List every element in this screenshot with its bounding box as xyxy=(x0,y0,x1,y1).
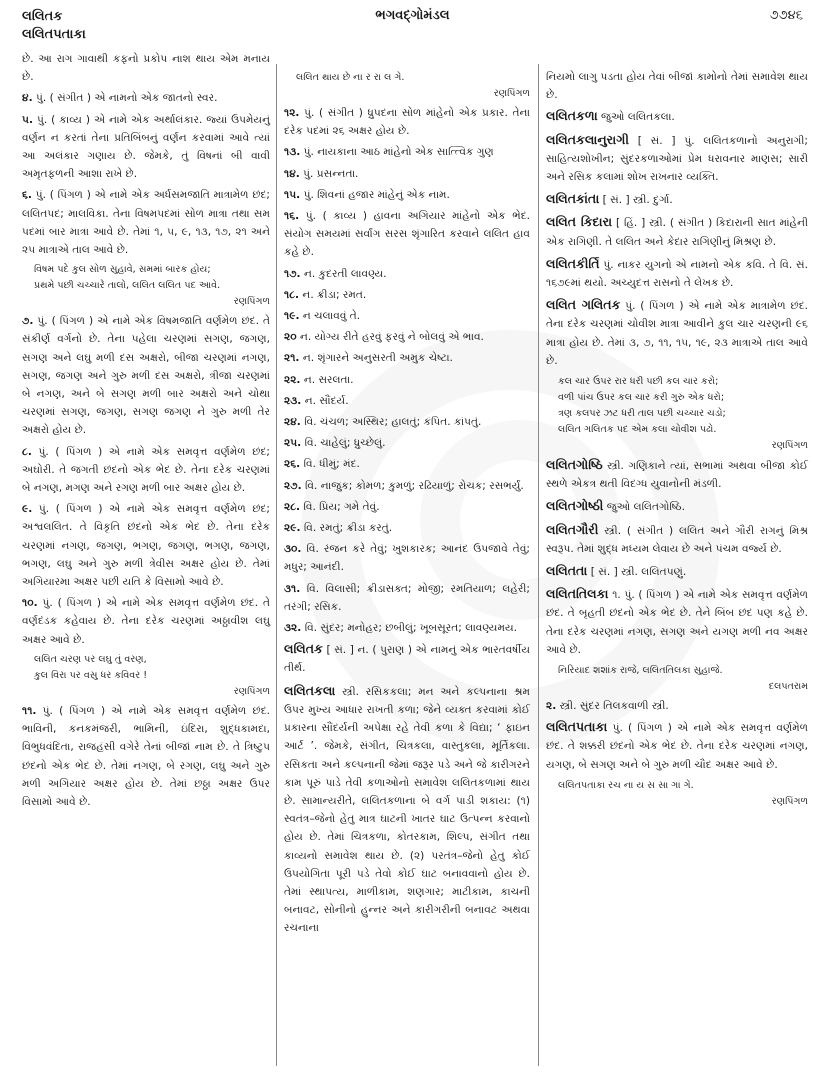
citation-source: રણપિંગળ xyxy=(771,795,808,807)
sense-number: ૧૫. xyxy=(284,188,301,201)
definition-text: પું. શિવનાં હજાર માંહેનું એક નામ. xyxy=(303,188,450,201)
sense-paragraph xyxy=(284,286,530,304)
sense-paragraph xyxy=(546,697,808,715)
sense-paragraph xyxy=(284,434,530,452)
sense-paragraph xyxy=(22,111,270,184)
sense-number: ૨૪. xyxy=(284,416,301,429)
definition-text: સ્ત્રી. સુંદર તિલકવાળી સ્ત્રી. xyxy=(559,700,669,713)
column-left xyxy=(22,50,270,814)
dictionary-entry xyxy=(284,640,530,677)
dictionary-entry xyxy=(546,131,808,187)
verse-quotation xyxy=(546,374,808,438)
dictionary-entry xyxy=(546,213,808,250)
sense-number: ૫. xyxy=(22,113,33,126)
definition-text: સ્ત્રી. ગણિકાને ત્યાં, સભામાં અથવા બીજા કોઈ સ્થળે એકત્ર થતી વિદગ્ધ યુવાનોની મંડળી. xyxy=(546,460,808,491)
sense-paragraph xyxy=(22,702,270,811)
sense-paragraph xyxy=(284,265,530,283)
headword: લલિત ગલિતક xyxy=(546,297,621,313)
sense-number: ૨૬. xyxy=(284,458,301,471)
definition-text: ન. શૃંગારને અનુસરતી અમુક ચેષ્ટા. xyxy=(302,352,453,365)
definition-text: પું. ( પિંગળ ) એ નામે એક સમવૃત્ત વર્ણમેળ છંદ. તે શક્કરી છંદનો એક ભેદ છે. તેના દરેક ચરણમાં નગણ, યગણ, બે સગણ અને બે ગુરુ મળી ચૌદ અક્ષર આવે છે. xyxy=(546,722,808,771)
sense-paragraph xyxy=(284,371,530,389)
headword: લલિતગોષ્ઠિ xyxy=(546,457,603,473)
headword: લલિતક xyxy=(284,641,323,657)
sense-paragraph xyxy=(284,392,530,410)
verse-quotation xyxy=(546,778,808,794)
definition-text: નિયમો લાગુ પડતા હોય તેવાં બીજાં કામોનો તેમાં સમાવેશ થાય છે. xyxy=(546,71,808,102)
sense-paragraph xyxy=(284,104,530,140)
definition-text: વિ. સુંદર; મનોહર; છબીલું; ખૂબસૂરત; લાવણ્યમય. xyxy=(304,622,517,635)
sense-number: ૨૮. xyxy=(284,500,301,513)
sense-number: ૪. xyxy=(22,92,33,105)
sense-paragraph xyxy=(284,165,530,183)
definition-text: છે. આ રાગ ગાવાથી કફનો પ્રકોપ નાશ થાય એમ મનાય છે. xyxy=(22,53,270,84)
headword: લલિતકાંતા xyxy=(546,191,600,207)
dictionary-entry xyxy=(546,497,808,516)
sense-number: ૧૮. xyxy=(284,288,300,301)
definition-text: સ્ત્રી. ( સંગીત ) લલિત અને ગૌરી રાગનું મિશ્ર સ્વરૂપ. તેમાં શુદ્ધ મધ્યમ લેવાય છે અને પંચમ વર્જ્ય છે. xyxy=(546,524,809,555)
sense-paragraph xyxy=(284,580,530,616)
sense-paragraph xyxy=(284,619,530,637)
guideword-last: લલિતપતાકા xyxy=(22,27,86,42)
sense-number: ૨૨. xyxy=(284,373,301,386)
sense-paragraph xyxy=(284,477,530,495)
sense-paragraph xyxy=(22,594,270,649)
sense-paragraph xyxy=(284,143,530,161)
dictionary-entry xyxy=(284,682,530,938)
column-divider xyxy=(538,64,539,1066)
sense-number: ૧૯. xyxy=(284,310,300,323)
verse-line: ત્રણ કલપર ઝટ ધરી તાલ પછી ચચ્ચાર ચડો; xyxy=(558,408,726,420)
definition-text: [ સં. ] સ્ત્રી. લલિતપણું. xyxy=(590,566,687,579)
sense-paragraph xyxy=(22,500,270,591)
verse-line: વિષમ પદે કુલ સોળ સુહાવે, સમમાં બારક હોય; xyxy=(34,264,211,276)
definition-text: વિ. વિલાસી; ક્રીડાસક્ત; મોજી; રમતિયાળ; લહેરી; તરંગી; રસિક. xyxy=(284,582,530,613)
sense-number: ૧૧. xyxy=(22,704,37,717)
sense-paragraph xyxy=(284,186,530,204)
dictionary-entry xyxy=(546,718,808,774)
guideword-first: લલિતક xyxy=(22,9,63,24)
verse-line: પ્રથમે પછી ચચ્ચારે તાલો, લલિત લલિત પદ આવે. xyxy=(34,280,221,292)
citation-source: દલપતરામ xyxy=(768,681,808,693)
headword: લલિતકીર્તિ xyxy=(546,255,600,271)
sense-paragraph xyxy=(22,89,270,107)
dictionary-entry xyxy=(546,521,808,558)
sense-number: ૨૦ xyxy=(284,331,297,344)
sense-paragraph xyxy=(284,307,530,325)
sense-paragraph xyxy=(284,455,530,473)
page-number: ૭૭૪૬ xyxy=(769,8,803,23)
sense-paragraph xyxy=(284,498,530,516)
sense-number: ૧૬. xyxy=(284,210,300,223)
definition-text: પું. ( પિંગળ ) એ નામે એક સમવૃત્ત વર્ણમેળ છંદ; અશ્વલલિત. તે વિકૃતિ છંદનો એક ભેદ છે. તેના દરેક ચરણમાં નગણ, જગણ, ભગણ, જગણ, ભગણ, જગણ, ભગણ, લઘુ અને ગુરુ મળી ત્રેવીસ અક્ષર હોય છે. તેમાં અગિયારમા અક્ષર પછી યતિ કે વિસામો આવે છે. xyxy=(22,503,270,589)
headword: લલિતતા xyxy=(546,563,588,579)
sense-paragraph xyxy=(22,50,270,86)
sense-paragraph xyxy=(284,207,530,262)
sense-number: ૩૨. xyxy=(284,622,302,635)
verse-quotation xyxy=(22,262,270,294)
definition-text: પું. નાયકાના આઠ માંહેનો એક સાત્ત્વિક ગુણ xyxy=(303,146,494,159)
definition-text: પું. ( પિંગળ ) એ નામે એક અર્ધસમજાતિ માત્રામેળ છંદ; લલિતપદ; માલવિકા. તેના વિષમપદમાં સોળ માત્રા તથા સમ પદમાં બાર માત્રા આવે છે. તેમાં ૧, ૫, ૯, ૧૩, ૧૭, ૨૧ અને ૨૫ માત્રાએ તાલ આવે છે. xyxy=(22,189,270,257)
column-middle xyxy=(284,68,530,942)
definition-text: ન. સૌંદર્ય. xyxy=(304,394,349,407)
dictionary-entry xyxy=(546,296,808,370)
sense-paragraph xyxy=(22,312,270,439)
citation-source: રણપિંગળ xyxy=(233,685,270,697)
headword: લલિતપતાકા xyxy=(546,719,608,735)
verse-line: કલ ચાર ઉપર રાર ધરી પછી કલ ચાર કરો; xyxy=(558,376,719,388)
sense-number: ૨૩. xyxy=(284,394,302,407)
definition-text: ૧. પું. ( પિંગળ ) એ નામે એક સમવૃત્ત વર્ણમેળ છંદ. તે બૃહતી છંદનો એક ભેદ છે. તેને બિંબ છંદ પણ કહે છે. તેના દરેક ચરણમાં નગણ, સગણ અને યગણ મળી નવ અક્ષર આવે છે. xyxy=(546,589,808,656)
sense-number: ૩૦. xyxy=(284,543,302,556)
sense-paragraph xyxy=(284,413,530,431)
definition-text: પું. ( સંગીત ) એ નામનો એક જાતનો સ્વર. xyxy=(35,92,218,105)
definition-text: [ સં. ] પું. લલિતકળાનો અનુરાગી; સાહિત્યશોખીન; સુંદરકળાઓમાં પ્રેમ ધરાવનાર માણસ; સારી અને રસિક કલામાં શોખ રાખનાર વ્યક્તિ. xyxy=(546,134,808,184)
sense-number: ૨. xyxy=(546,700,557,713)
headword: લલિતકલા xyxy=(284,682,336,698)
definition-text: પું. ( પિંગળ ) એ નામે એક સમવૃત્ત વર્ણમેળ છંદ. ભાવિની, કનકમંજરી, ભામિની, ઇંદિરા, શુદ્ધકામદા, વિભુધવંદિતા, રાજહંસી વગેરે તેનાં બીજાં નામ છે. તે ત્રિષ્ટુપ છંદનો એક ભેદ છે. તેમાં નગણ, બે રગણ, લઘુ અને ગુરુ મળી અગિયાર અક્ષર હોય છે. તેમાં છઠ્ઠા અક્ષર ઉપર વિસામો આવે છે. xyxy=(22,704,270,808)
definition-text: વિ. પ્રિય; ગમે તેવું. xyxy=(303,500,380,513)
dictionary-entry xyxy=(546,562,808,581)
sense-number: ૧૭. xyxy=(284,267,301,280)
definition-text: ન ચલાવવું તે. xyxy=(302,310,361,323)
verse-line: લલિત ગલિતક પદ એમ કલા ચોવીશ પઢો. xyxy=(558,424,717,436)
definition-text: ન. ક્રીડા; રમત. xyxy=(302,288,367,301)
definition-text: વિ. ચંચળ; અસ્થિર; હાલતું; કંપિત. કાંપતું. xyxy=(304,416,482,429)
definition-text: પું. ( પિંગળ ) એ નામે એક માત્રામેળ છંદ. તેના દરેક ચરણમાં ચોવીશ માત્રા આવીને કુલ ચાર ચરણની ૯૬ માત્રા હોય છે. તેમાં ૩, ૭, ૧૧, ૧૫, ૧૯, ૨૩ માત્રાએ તાલ આવે છે. xyxy=(546,300,808,367)
definition-text: [ સં. ] સ્ત્રી. દુર્ગા. xyxy=(602,194,673,207)
headword: લલિતગૌરી xyxy=(546,521,599,537)
definition-text: પું. ( પિંગળ ) એ નામે એક સમવૃત્ત વર્ણમેળ છંદ. તે વર્ણદંડક કહેવાય છે. તેના દરેક ચરણમાં અઠ્ઠાવીશ લઘુ અક્ષર આવે છે. xyxy=(22,597,270,646)
sense-paragraph xyxy=(284,519,530,537)
definition-text: ન. કુદરતી લાવણ્ય. xyxy=(303,267,387,280)
sense-number: ૯. xyxy=(22,503,33,516)
verse-line: નિરિયાદ શશાંક રાજે, લલિતતિલકા સુહાજે. xyxy=(558,665,723,677)
definition-text: જુઓ લલિતગોષ્ઠિ. xyxy=(606,501,685,514)
verse-quotation xyxy=(22,652,270,684)
definition-text: પું. ( પિંગળ ) એ નામે એક સમવૃત્ત વર્ણમેળ છંદ; અઘોરી. તે જગતી છંદનો એક ભેદ છે. તેના દરેક ચરણમાં બે નગણ, મગણ અને રગણ મળી બાર અક્ષર હોય છે. xyxy=(22,445,270,495)
sense-number: ૧૪. xyxy=(284,167,300,180)
sense-number: ૧૦. xyxy=(22,597,38,610)
sense-number: ૮. xyxy=(22,445,32,458)
dictionary-entry xyxy=(546,255,808,292)
definition-text: ન. સરલતા. xyxy=(303,373,354,386)
sense-number: ૭. xyxy=(22,315,34,328)
definition-text: પું. નાકર યુગનો એ નામનો એક કવિ. તે વિ. સં. ૧૬૭૯માં થયો. અચ્યુદત્ત રાસનો તે લેખક છે. xyxy=(546,258,808,290)
sense-paragraph xyxy=(284,540,530,576)
definition-text: પું. ( સંગીત ) ધ્રુપદના સોળ માંહેનો એક પ્રકાર. તેના દરેક પદમાં ૨૬ અક્ષર હોય છે. xyxy=(284,107,530,138)
sense-paragraph xyxy=(284,349,530,367)
headword: લલિતકલાનુરાગી xyxy=(546,131,629,147)
definition-text: પું. પ્રસન્નતા. xyxy=(303,167,359,180)
headword: લલિતગોષ્ઠી xyxy=(546,498,604,514)
headword: લલિતકળા xyxy=(546,108,598,124)
sense-paragraph xyxy=(22,443,270,498)
definition-text: ન. યોગ્ય રીતે હરવું ફરવું ને બોલવું એ ભાવ. xyxy=(299,331,484,344)
definition-text: વિ. નાજુક; કોમળ; કુમળું; રઢિયાળું; રોચક; રસભર્યું. xyxy=(304,479,524,492)
sense-paragraph xyxy=(22,186,270,259)
verse-line: કુલ વિરા પર વસુ ધર કવિવર ! xyxy=(34,669,148,681)
verse-line: લલિતપતાકા રચ ના ય સ સા ગા ગે. xyxy=(558,779,694,791)
sense-number: ૨૫. xyxy=(284,437,302,450)
dictionary-entry xyxy=(546,456,808,493)
sense-number: ૧૩. xyxy=(284,146,301,159)
sense-number: ૬. xyxy=(22,189,32,202)
dictionary-entry xyxy=(546,585,808,659)
definition-text: વિ. રંજન કરે તેવું; ખુશકારક; આનંદ ઉપજાવે તેવું; મધુર; આનંદી. xyxy=(284,543,530,574)
definition-text: વિ. ચાહેલું; ધ્રુચ્છેલું. xyxy=(304,437,386,450)
sense-number: ૨૧. xyxy=(284,352,300,365)
sense-paragraph xyxy=(546,68,808,104)
book-title: ભગવદ્ગોમંડલ xyxy=(375,8,450,23)
sense-number: ૩૧. xyxy=(284,582,301,595)
definition-text: પું. ( કાવ્ય ) એ નામે એક અર્થાલંકાર. જ્યાં ઉપમેયનું વર્ણન ન કરતાં તેના પ્રતિબિંબનું વર્ણન કરવામાં આવે ત્યાં આ અલંકાર ગણાય છે. જેમકે, તું વિષનાં બી વાવી અમૃતફળની આશા રાખે છે. xyxy=(22,113,270,181)
dictionary-entry xyxy=(546,190,808,209)
definition-text: પું. ( પિંગળ ) એ નામે એક વિષમજાતિ વર્ણમેળ છંદ. તે સંકીર્ણ વર્ગનો છે. તેના પહેલા ચરણમાં સગણ, જગણ, સગણ અને લઘુ મળી દસ અક્ષરો, બીજા ચરણમાં નગણ, સગણ, જગણ અને ગુરુ મળી દસ અક્ષરો, ત્રીજા ચરણમાં બે નગણ, અને બે સગણ મળી બાર અક્ષરો અને ચોથા ચરણમાં સગણ, જગણ, સગણ જગણ ને ગુરુ મળી તેર અક્ષરો હોય છે. xyxy=(22,315,270,437)
column-divider xyxy=(276,64,277,1066)
sense-number: ૧૨. xyxy=(284,107,300,119)
sense-paragraph xyxy=(284,328,530,346)
verse-line: વળી પાંચ ઉપર કલ ચાર કરી ગુરુ એક ધરો; xyxy=(558,392,725,404)
citation-source: રણપિંગળ xyxy=(493,88,530,99)
sense-number: ૨૭. xyxy=(284,479,302,492)
headword: લલિત કિદારા xyxy=(546,214,613,230)
verse-quotation xyxy=(546,663,808,679)
column-right xyxy=(546,68,808,812)
definition-text: [ સં. ] ન. ( પુરાણ ) એ નામનું એક ભારતવર્ષીય તીર્થ. xyxy=(284,644,531,675)
definition-text: પું. ( કાવ્ય ) હાવના અગિયાર માંહેનો એક ભેદ. સંયોગ સમયમાં સર્વાંગ સરસ શૃંગારિત કરવાને લલિત હાવ કહે છે. xyxy=(284,210,530,259)
headword: લલિતતિલકા xyxy=(546,586,609,602)
definition-text: સ્ત્રી. રસિકકલા; મન અને કલ્પનાના શ્રમ ઉપર મુખ્ય આધાર રાખતી કળા; જેને વ્યક્ત કરવામાં કોઈ પ્રકારના સૌંદર્યની અપેક્ષા રહે તેવી કળા કે વિદ્યા; ‘ ફાઇન આર્ટ ’. જેમકે, સંગીત, ચિત્રકલા, વાસ્તુકલા, મૂર્તિકલા. રસિકતા અને કલ્પનાની જેમાં જરૂર પડે અને જે કારીગરને કામ પૂરું પાડે તેવી કળાઓનો સમાવેશ લલિતકળામાં થાય છે. સામાન્યરીતે, લલિતકળાના બે વર્ગ પાડી શકાય: (૧) સ્વતંત્ર–જેનો હેતુ માત્ર ઘાટની ખાતર ઘાટ ઉત્પન્ન કરવાનો હોય છે. તેમાં ચિત્રકળા, કોતરકામ, શિલ્પ, સંગીત તથા કાવ્યનો સમાવેશ થાય છે. (૨) પરતંત્ર–જેનો હેતુ કોઈ ઉપયોગિતા પૂરી પડે તેવો કોઈ ઘાટ બનાવવાનો હોય છે. તેમાં સ્થાપત્ય, માળીકામ, શણગાર; માટીકામ, કાચની બનાવટ, સોનીનો હુન્નર અને કારીગરીની બનાવટ અથવા રચનાના xyxy=(284,685,530,935)
sense-number: ૨૯. xyxy=(284,522,301,535)
definition-text: જુઓ લલિતકલા. xyxy=(601,111,675,124)
verse-line: લલિત ચરણ પર લઘુ તું વરણ, xyxy=(34,653,147,665)
dictionary-entry xyxy=(546,107,808,126)
verse-quotation xyxy=(284,70,530,86)
definition-text: વિ. ધીમું; મંદ. xyxy=(303,458,360,471)
definition-text: [ હિં. ] સ્ત્રી. ( સંગીત ) કિદારાની સાત માંહેની એક રાગિણી. તે લલિત અને કેદાર રાગિણીનું મિશ્રણ છે. xyxy=(546,217,808,248)
citation-source: રણપિંગળ xyxy=(233,296,270,308)
citation-source: રણપિંગળ xyxy=(771,440,808,452)
definition-text: વિ. રમતું; ક્રીડા કરતું. xyxy=(303,522,393,535)
verse-line: લલિત થાય છે ના ર રા લ ગે. xyxy=(296,72,405,83)
